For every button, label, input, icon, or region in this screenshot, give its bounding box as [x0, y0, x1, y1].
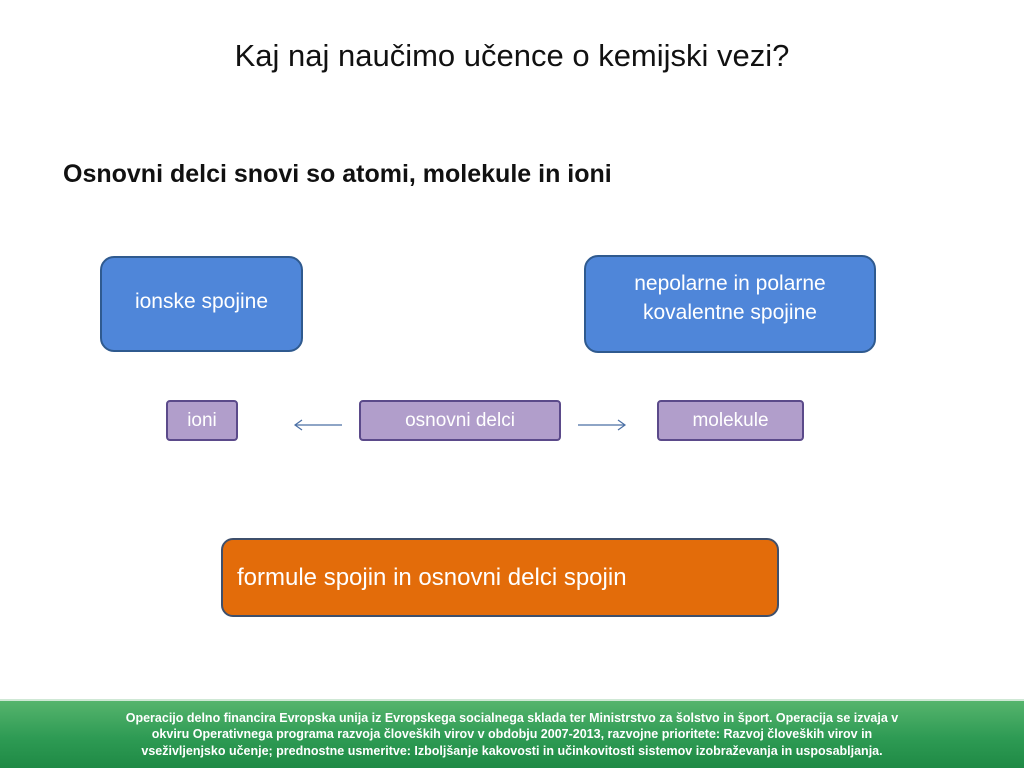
kovalentne-spojine-label-line1: nepolarne in polarne — [634, 271, 826, 295]
footer-line-3: vseživljenjsko učenje; prednostne usmeritve: Izboljšanje kakovosti in učinkovitosti sistemov izobraževanja in usposabljanja. — [141, 743, 883, 758]
slide-title: Kaj naj naučimo učence o kemijski vezi? — [234, 38, 790, 73]
slide-subtitle: Osnovni delci snovi so atomi, molekule in ioni — [63, 160, 612, 188]
kovalentne-spojine-label-line2: kovalentne spojine — [643, 301, 817, 324]
ioni-label: ioni — [187, 409, 217, 431]
arrow-left-icon — [295, 420, 342, 430]
formule-spojin-label: formule spojin in osnovni delci spojin — [237, 563, 627, 591]
footer-line-2: okviru Operativnega programa razvoja človeških virov v obdobju 2007-2013, razvojne prioritete: Razvoj človeških virov in — [151, 727, 873, 742]
funding-footer — [0, 699, 1024, 768]
footer-line-1: Operacijo delno financira Evropska unija iz Evropskega socialnega sklada ter Ministrstvo za šolstvo in šport. Operacija se izvaja v — [125, 710, 899, 725]
arrow-right-icon — [578, 420, 625, 430]
ionske-spojine-label: ionske spojine — [134, 290, 269, 314]
formule-spojin-box — [221, 538, 779, 617]
molekule-label: molekule — [692, 409, 769, 431]
osnovni-delci-label: osnovni delci — [405, 409, 515, 431]
